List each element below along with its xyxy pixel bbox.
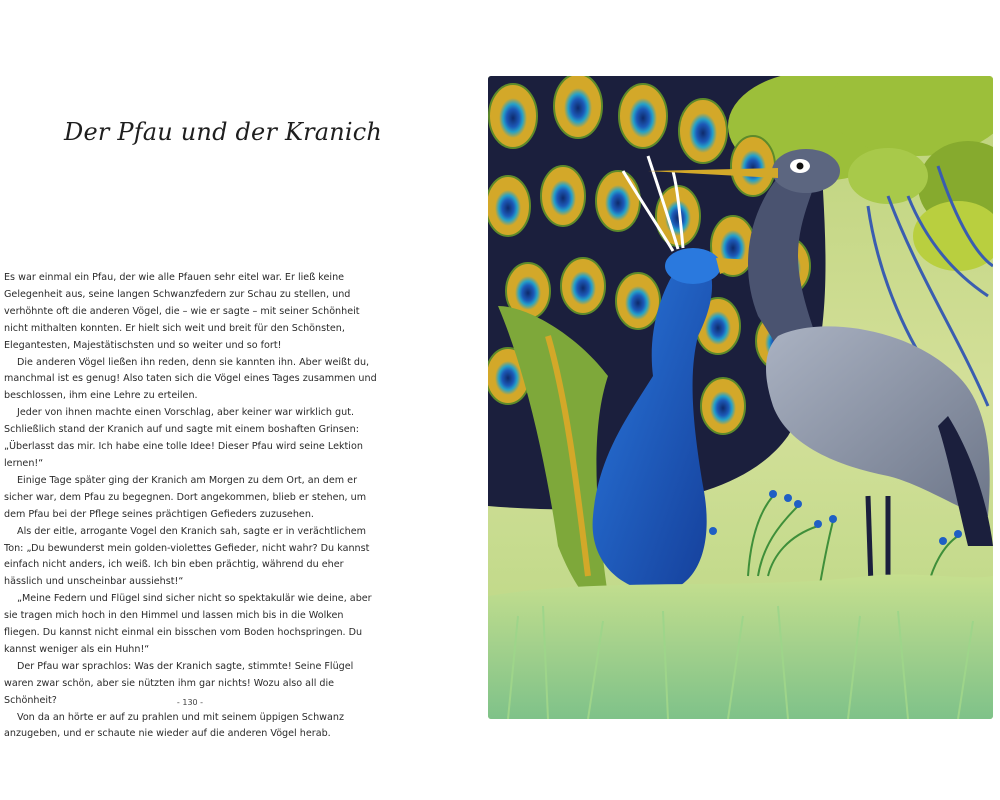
- story-paragraph: Es war einmal ein Pfau, der wie alle Pfauen sehr eitel war. Er ließ keine Gelegenheit aus, seine langen Schwanzfedern zur Schau zu stellen, und verhöhnte oft die anderen Vögel, die – wie er sagte – mit seiner Schönheit nicht mithalten konnten. Er hielt sich weit und breit für den Schönsten, Elegantesten, Majestätischsten und so weiter und so fort!: [4, 272, 360, 351]
- story-title: Der Pfau und der Kranich: [64, 118, 383, 146]
- grass-foreground: [488, 575, 993, 719]
- story-paragraph: Als der eitle, arrogante Vogel den Kranich sah, sagte er in verächtlichem Ton: „Du bewunderst mein golden-violettes Gefieder, nicht wahr? Du kannst einfach nicht anders, ich weiß. Ich bin eben prächtig, während du eher hässlich und unscheinbar aussiehst!“: [4, 525, 370, 588]
- page-number: - 130 -: [176, 698, 204, 707]
- story-paragraph: „Meine Federn und Flügel sind sicher nicht so spektakulär wie deine, aber sie tragen mich hoch in den Himmel und lassen mich bis in die Wolken fliegen. Du kannst nicht einmal ein bisschen vom Boden hochspringen. Du kannst weniger als ein Huhn!“: [4, 593, 372, 655]
- peacock-crane-illustration: [488, 76, 993, 719]
- left-page: [0, 0, 470, 800]
- story-paragraph: Einige Tage später ging der Kranich am Morgen zu dem Ort, an dem er sicher war, dem Pfau zu begegnen. Dort angekommen, blieb er stehen, um dem Pfau bei der Pflege seines prächtigen Gefieders zuzusehen.: [4, 474, 367, 520]
- story-paragraph: Jeder von ihnen machte einen Vorschlag, aber keiner war wirklich gut. Schließlich stand der Kranich auf und sagte mit einem boshaften Grinsen: „Überlasst das mir. Ich habe eine tolle Idee! Dieser Pfau wird seine Lektion lernen!“: [4, 407, 363, 469]
- story-paragraph: Der Pfau war sprachlos: Was der Kranich sagte, stimmte! Seine Flügel waren zwar schön, aber sie nützten ihm gar nichts! Wozu also all die Schönheit?: [4, 660, 354, 706]
- story-text: [4, 270, 382, 743]
- story-paragraph: Von da an hörte er auf zu prahlen und mit seinem üppigen Schwanz anzugeben, und er schaute nie wieder auf die anderen Vögel herab.: [4, 711, 344, 740]
- peacock-head: [665, 248, 721, 284]
- story-paragraph: Die anderen Vögel ließen ihn reden, denn sie kannten ihn. Aber weißt du, manchmal ist es genug! Also taten sich die Vögel eines Tages zusammen und beschlossen, ihm eine Lehre zu erteilen.: [4, 356, 377, 402]
